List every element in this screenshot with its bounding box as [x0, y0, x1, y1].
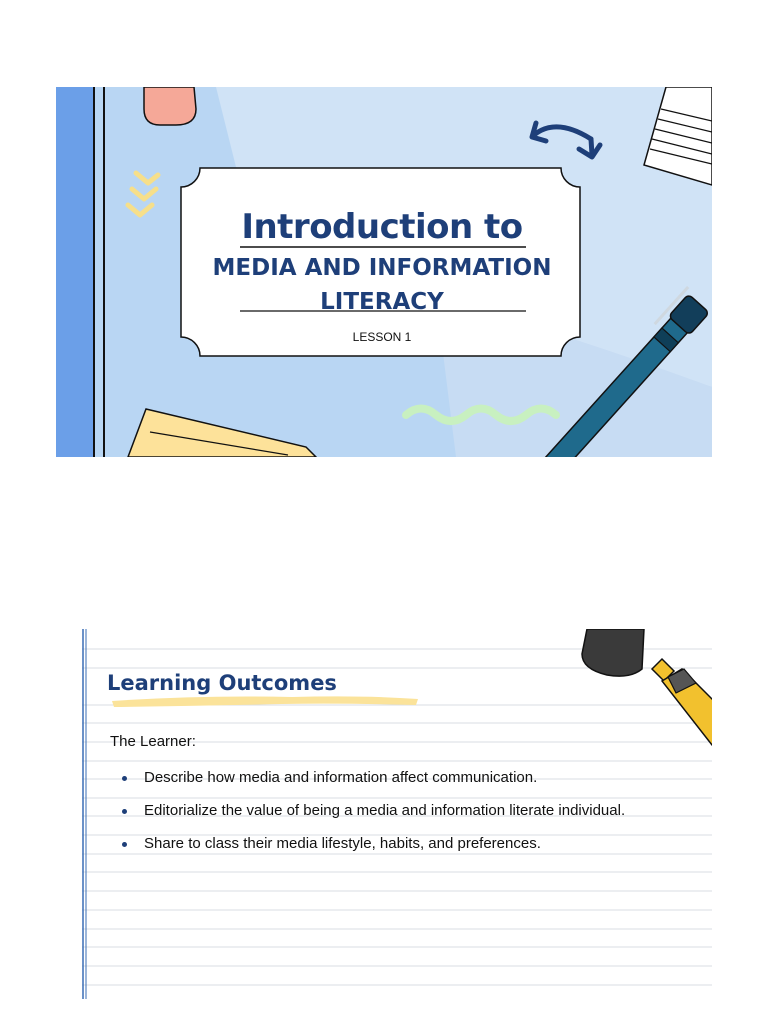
- notepad-icon: [128, 409, 316, 457]
- slide-heading: Learning Outcomes: [107, 671, 337, 695]
- list-item: Describe how media and information affect communication.: [118, 761, 678, 794]
- lesson-label: LESSON 1: [352, 330, 412, 344]
- subtitle-line-2: LITERACY: [320, 289, 444, 315]
- eraser-icon: [144, 87, 196, 125]
- highlighter-icon: [652, 659, 712, 745]
- learning-outcomes-slide: [82, 629, 712, 999]
- list-item: Editorialize the value of being a media and information literate individual.: [118, 794, 678, 827]
- marker-cap-icon: [582, 629, 644, 676]
- outcomes-list: [118, 761, 678, 860]
- slide-title: Introduction to: [241, 207, 523, 247]
- list-item: Share to class their media lifestyle, habits, and preferences.: [118, 827, 678, 860]
- subtitle-line-1: MEDIA AND INFORMATION: [212, 255, 552, 281]
- title-slide: [56, 87, 712, 457]
- slide-subtitle: [56, 251, 710, 319]
- learner-label: The Learner:: [110, 733, 196, 750]
